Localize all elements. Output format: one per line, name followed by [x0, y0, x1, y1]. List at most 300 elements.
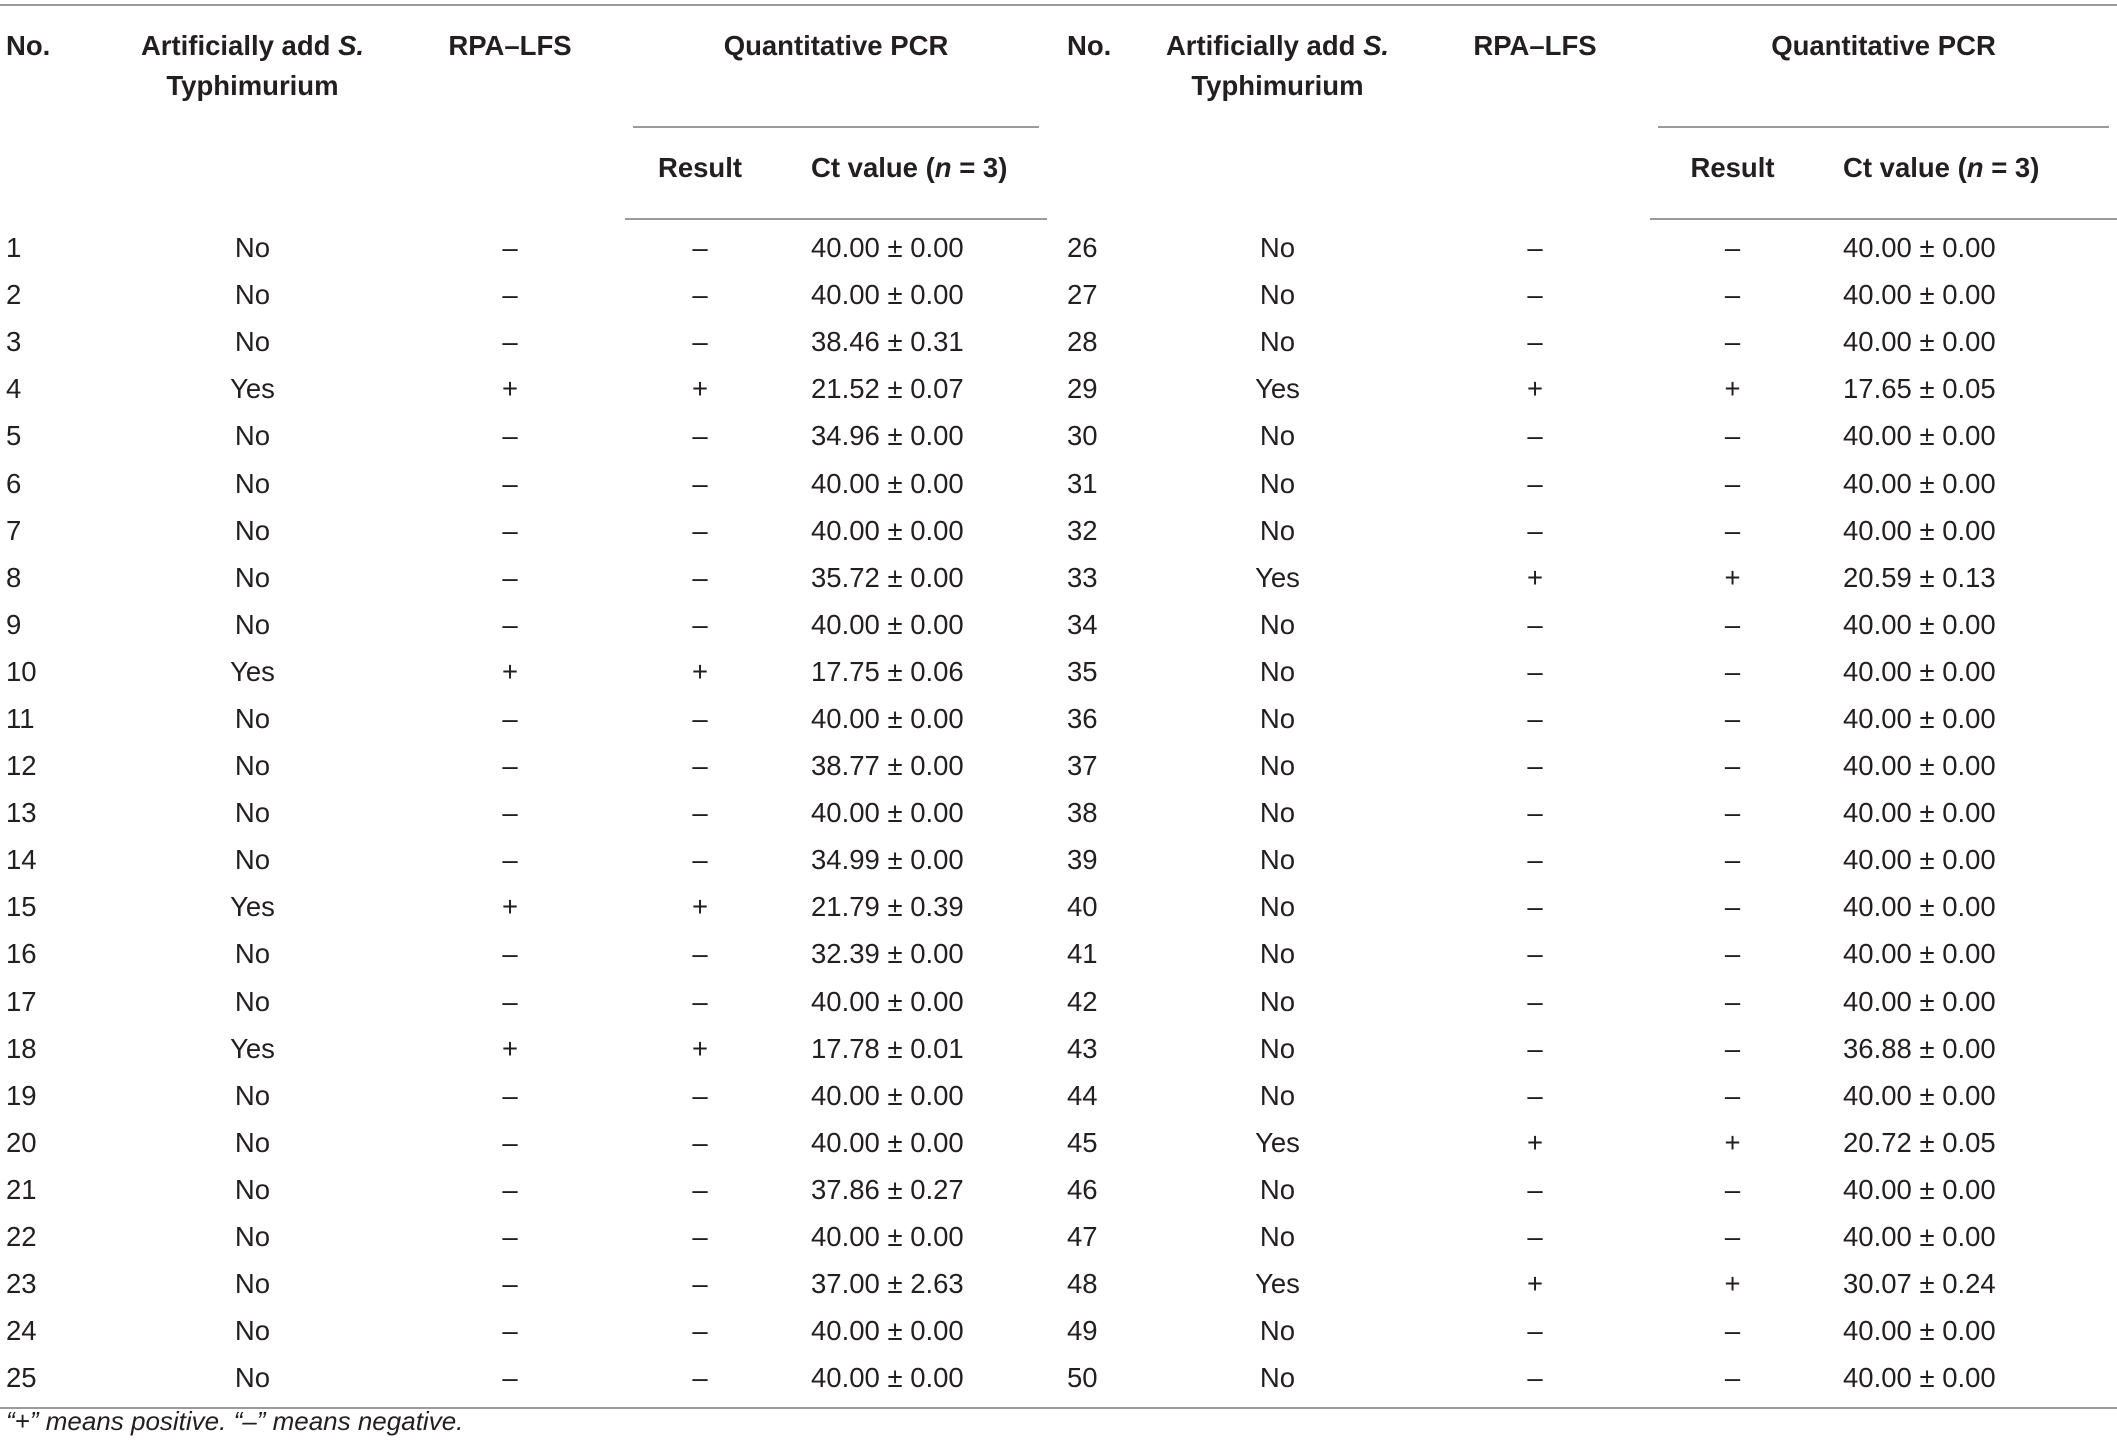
- cell-gap: [1047, 1025, 1067, 1072]
- cell-no: 6: [6, 467, 22, 499]
- cell-no: 35: [1067, 655, 1098, 687]
- cell-artificially-added: No: [1259, 1315, 1296, 1347]
- cell-ct-value: 40.00 ± 0.00: [811, 1126, 964, 1158]
- cell-ct-value: 40.00 ± 0.00: [811, 279, 964, 311]
- cell-ct-value: 40.00 ± 0.00: [1843, 844, 1996, 876]
- header-ct-value-2: Ct value (n = 3): [1815, 128, 2117, 219]
- cell-artificially-added: No: [1259, 608, 1296, 640]
- cell-no: 49: [1067, 1315, 1098, 1347]
- cell-no: 34: [1067, 608, 1098, 640]
- cell-ct-value: 32.39 ± 0.00: [811, 938, 964, 970]
- cell-no: 16: [6, 938, 37, 970]
- cell-ct-value: 40.00 ± 0.00: [811, 514, 964, 546]
- cell-qpcr-result: –: [692, 1173, 708, 1205]
- cell-qpcr-result: –: [1724, 1032, 1741, 1064]
- cell-artificially-added: No: [234, 279, 271, 311]
- cell-ct-value: 35.72 ± 0.00: [811, 561, 964, 593]
- cell-no: 48: [1067, 1268, 1098, 1300]
- cell-gap: [1047, 695, 1067, 742]
- header-quantitative-pcr: Quantitative PCR: [625, 5, 1047, 128]
- cell-artificially-added: No: [1259, 1032, 1296, 1064]
- cell-no: 46: [1067, 1173, 1098, 1205]
- cell-qpcr-result: –: [692, 232, 708, 264]
- cell-rpa-lfs: –: [1527, 231, 1543, 263]
- cell-qpcr-result: –: [1724, 326, 1741, 358]
- cell-qpcr-result: –: [692, 420, 708, 452]
- cell-qpcr-result: –: [692, 750, 708, 782]
- cell-qpcr-result: –: [692, 1315, 708, 1347]
- table-row: [0, 1072, 2117, 1119]
- table-row: [0, 883, 2117, 930]
- table-row: [0, 1354, 2117, 1408]
- cell-rpa-lfs: –: [1527, 420, 1543, 452]
- cell-artificially-added: No: [234, 1315, 271, 1347]
- cell-gap: [1047, 459, 1067, 506]
- cell-ct-value: 40.00 ± 0.00: [1843, 1221, 1996, 1253]
- table-row: [0, 648, 2117, 695]
- table-row: [0, 1260, 2117, 1307]
- cell-rpa-lfs: –: [1527, 1221, 1543, 1253]
- cell-ct-value: 40.00 ± 0.00: [1843, 608, 1996, 640]
- cell-artificially-added: No: [1135, 1354, 1420, 1408]
- cell-no: 29: [1067, 373, 1098, 405]
- cell-rpa-lfs: +: [501, 891, 519, 923]
- cell-artificially-added: No: [1259, 231, 1296, 263]
- cell-qpcr-result: –: [1724, 938, 1741, 970]
- cell-artificially-added: No: [234, 561, 271, 593]
- cell-qpcr-result: –: [1724, 750, 1741, 782]
- cell-gap: [1047, 318, 1067, 365]
- cell-qpcr-result: +: [1724, 373, 1741, 405]
- cell-no: 50: [1067, 1354, 1135, 1408]
- cell-qpcr-result: –: [1724, 702, 1741, 734]
- cell-ct-value: 40.00 ± 0.00: [1843, 326, 1996, 358]
- header-result-2: Result: [1650, 128, 1815, 219]
- cell-gap: [1047, 1260, 1067, 1307]
- cell-artificially-added: No: [234, 750, 271, 782]
- cell-qpcr-result: –: [692, 467, 708, 499]
- cell-ct-value: 38.77 ± 0.00: [811, 750, 964, 782]
- cell-artificially-added: No: [234, 844, 271, 876]
- cell-qpcr-result: –: [692, 279, 708, 311]
- table-row: [0, 1213, 2117, 1260]
- cell-gap: [1047, 554, 1067, 601]
- cell-ct-value: 40.00 ± 0.00: [1843, 750, 1996, 782]
- cell-rpa-lfs: –: [502, 702, 518, 734]
- cell-rpa-lfs: –: [1527, 1032, 1543, 1064]
- table-row: [0, 412, 2117, 459]
- cell-gap: [1047, 1354, 1067, 1408]
- cell-no: 20: [6, 1126, 37, 1158]
- cell-qpcr-result: –: [1724, 1079, 1741, 1111]
- cell-qpcr-result: –: [1724, 797, 1741, 829]
- cell-gap: [1047, 648, 1067, 695]
- cell-ct-value: 40.00 ± 0.00: [811, 702, 964, 734]
- cell-no: 43: [1067, 1032, 1098, 1064]
- table-row: [0, 271, 2117, 318]
- cell-qpcr-result: –: [1724, 1221, 1741, 1253]
- cell-qpcr-result: –: [1724, 1315, 1741, 1347]
- cell-rpa-lfs: –: [502, 844, 518, 876]
- cell-rpa-lfs: +: [501, 1032, 519, 1064]
- cell-qpcr-result: +: [1724, 1268, 1741, 1300]
- table-row: [0, 1166, 2117, 1213]
- cell-ct-value: 34.99 ± 0.00: [811, 844, 964, 876]
- cell-ct-value: 36.88 ± 0.00: [1843, 1032, 1996, 1064]
- cell-artificially-added: No: [234, 608, 271, 640]
- cell-artificially-added: No: [1259, 420, 1296, 452]
- cell-no: 40: [1067, 891, 1098, 923]
- cell-artificially-added: No: [234, 1126, 271, 1158]
- cell-no: 9: [6, 608, 22, 640]
- cell-qpcr-result: +: [1724, 561, 1741, 593]
- cell-artificially-added: No: [234, 1079, 271, 1111]
- cell-no: 41: [1067, 938, 1098, 970]
- cell-qpcr-result: –: [692, 797, 708, 829]
- cell-artificially-added: No: [1259, 1221, 1296, 1253]
- cell-ct-value: 40.00 ± 0.00: [1843, 1173, 1996, 1205]
- cell-rpa-lfs: –: [1420, 1354, 1650, 1408]
- cell-ct-value: 20.59 ± 0.13: [1843, 561, 1996, 593]
- cell-rpa-lfs: –: [1527, 279, 1543, 311]
- cell-gap: [1047, 1166, 1067, 1213]
- cell-gap: [1047, 1213, 1067, 1260]
- cell-gap: [1047, 836, 1067, 883]
- cell-artificially-added: No: [1259, 891, 1296, 923]
- cell-ct-value: 40.00 ± 0.00: [811, 1079, 964, 1111]
- cell-no: 14: [6, 844, 37, 876]
- header-no-2: No.: [1067, 5, 1135, 219]
- cell-qpcr-result: –: [1724, 608, 1741, 640]
- cell-artificially-added: No: [1259, 844, 1296, 876]
- cell-rpa-lfs: –: [502, 1221, 518, 1253]
- cell-ct-value: 40.00 ± 0.00: [775, 1354, 1047, 1408]
- cell-ct-value: 40.00 ± 0.00: [811, 1315, 964, 1347]
- cell-no: 27: [1067, 279, 1098, 311]
- cell-rpa-lfs: –: [1527, 1079, 1543, 1111]
- cell-no: 10: [6, 655, 37, 687]
- cell-ct-value: 21.79 ± 0.39: [811, 891, 964, 923]
- table-row: [0, 836, 2117, 883]
- cell-ct-value: 17.75 ± 0.06: [811, 655, 964, 687]
- cell-ct-value: 40.00 ± 0.00: [1843, 1315, 1996, 1347]
- header-rpa-lfs: RPA–LFS: [395, 5, 625, 219]
- cell-ct-value: 40.00 ± 0.00: [811, 797, 964, 829]
- cell-artificially-added: Yes: [230, 1032, 275, 1064]
- cell-artificially-added: Yes: [1255, 1126, 1300, 1158]
- cell-artificially-added: Yes: [230, 655, 275, 687]
- cell-artificially-added: Yes: [1255, 561, 1300, 593]
- cell-rpa-lfs: –: [1527, 985, 1543, 1017]
- cell-rpa-lfs: +: [501, 655, 519, 687]
- cell-ct-value: 40.00 ± 0.00: [811, 985, 964, 1017]
- cell-artificially-added: Yes: [230, 891, 275, 923]
- cell-qpcr-result: –: [692, 985, 708, 1017]
- cell-qpcr-result: –: [625, 1354, 775, 1408]
- cell-qpcr-result: –: [1724, 279, 1741, 311]
- cell-rpa-lfs: –: [502, 1126, 518, 1158]
- table-row: [0, 1307, 2117, 1354]
- table-row: [0, 789, 2117, 836]
- cell-qpcr-result: –: [692, 844, 708, 876]
- cell-rpa-lfs: –: [1527, 702, 1543, 734]
- cell-rpa-lfs: –: [1527, 938, 1543, 970]
- cell-rpa-lfs: +: [1526, 561, 1544, 593]
- cell-no: 18: [6, 1032, 37, 1064]
- cell-no: 33: [1067, 561, 1098, 593]
- cell-rpa-lfs: –: [1527, 467, 1543, 499]
- cell-qpcr-result: –: [1724, 655, 1741, 687]
- table-footnote: “+” means positive. “–” means negative.: [6, 1406, 464, 1436]
- cell-no: 2: [6, 279, 22, 311]
- cell-ct-value: 37.86 ± 0.27: [811, 1173, 964, 1205]
- header-artificially-add-2: Artificially add S. Typhimurium: [1135, 5, 1420, 219]
- cell-artificially-added: No: [1259, 750, 1296, 782]
- cell-ct-value: 40.00 ± 0.00: [811, 608, 964, 640]
- cell-rpa-lfs: –: [502, 797, 518, 829]
- table-body: [0, 219, 2117, 1408]
- cell-artificially-added: No: [1259, 326, 1296, 358]
- cell-artificially-added: No: [234, 702, 271, 734]
- table-row: [0, 365, 2117, 412]
- cell-rpa-lfs: +: [1526, 373, 1544, 405]
- cell-artificially-added: No: [1259, 467, 1296, 499]
- header-result: Result: [625, 128, 775, 219]
- cell-rpa-lfs: –: [502, 326, 518, 358]
- cell-rpa-lfs: –: [1527, 514, 1543, 546]
- cell-no: 1: [6, 231, 22, 263]
- cell-qpcr-result: –: [692, 1079, 708, 1111]
- cell-artificially-added: No: [234, 1221, 271, 1253]
- cell-artificially-added: No: [1259, 702, 1296, 734]
- cell-ct-value: 38.46 ± 0.31: [811, 326, 964, 358]
- cell-rpa-lfs: –: [1527, 750, 1543, 782]
- cell-rpa-lfs: –: [502, 608, 518, 640]
- cell-gap: [1047, 601, 1067, 648]
- cell-qpcr-result: –: [1724, 1173, 1741, 1205]
- cell-artificially-added: No: [1259, 655, 1296, 687]
- cell-no: 37: [1067, 750, 1098, 782]
- cell-ct-value: 40.00 ± 0.00: [1843, 1079, 1996, 1111]
- header-quantitative-pcr-2: Quantitative PCR: [1650, 5, 2117, 128]
- cell-rpa-lfs: +: [1526, 1268, 1544, 1300]
- cell-gap: [1047, 412, 1067, 459]
- cell-no: 15: [6, 891, 37, 923]
- cell-qpcr-result: –: [1724, 891, 1741, 923]
- header-artificially-add: Artificially add S. Typhimurium: [110, 5, 395, 219]
- cell-qpcr-result: –: [692, 561, 708, 593]
- cell-rpa-lfs: –: [502, 561, 518, 593]
- cell-qpcr-result: –: [692, 1126, 708, 1158]
- cell-gap: [1047, 1119, 1067, 1166]
- header-no: No.: [0, 5, 110, 219]
- cell-artificially-added: No: [234, 1268, 271, 1300]
- cell-rpa-lfs: –: [1527, 1315, 1543, 1347]
- header-rpa-lfs-2: RPA–LFS: [1420, 5, 1650, 219]
- cell-artificially-added: Yes: [230, 373, 275, 405]
- cell-no: 25: [0, 1354, 110, 1408]
- cell-artificially-added: No: [1259, 279, 1296, 311]
- cell-no: 47: [1067, 1221, 1098, 1253]
- cell-artificially-added: No: [1259, 797, 1296, 829]
- table-row: [0, 459, 2117, 506]
- cell-qpcr-result: –: [1724, 844, 1741, 876]
- cell-rpa-lfs: –: [502, 514, 518, 546]
- cell-ct-value: 40.00 ± 0.00: [1843, 232, 1996, 264]
- cell-gap: [1047, 930, 1067, 977]
- cell-rpa-lfs: –: [1527, 1173, 1543, 1205]
- cell-gap: [1047, 883, 1067, 930]
- cell-ct-value: 34.96 ± 0.00: [811, 420, 964, 452]
- cell-gap: [1047, 978, 1067, 1025]
- cell-artificially-added: Yes: [1255, 373, 1300, 405]
- cell-artificially-added: No: [234, 420, 271, 452]
- cell-no: 39: [1067, 844, 1098, 876]
- cell-rpa-lfs: –: [1527, 844, 1543, 876]
- cell-rpa-lfs: –: [502, 420, 518, 452]
- header-ct-value: Ct value (n = 3): [775, 128, 1047, 219]
- cell-ct-value: 40.00 ± 0.00: [1843, 655, 1996, 687]
- cell-ct-value: 40.00 ± 0.00: [1815, 1354, 2117, 1408]
- cell-no: 23: [6, 1268, 37, 1300]
- cell-ct-value: 17.65 ± 0.05: [1843, 373, 1996, 405]
- cell-qpcr-result: +: [691, 1032, 709, 1064]
- cell-ct-value: 17.78 ± 0.01: [811, 1032, 964, 1064]
- cell-no: 44: [1067, 1079, 1098, 1111]
- cell-no: 28: [1067, 326, 1098, 358]
- cell-ct-value: 40.00 ± 0.00: [1843, 985, 1996, 1017]
- table-row: [0, 219, 2117, 271]
- cell-ct-value: 40.00 ± 0.00: [1843, 702, 1996, 734]
- cell-artificially-added: No: [1259, 938, 1296, 970]
- cell-no: 45: [1067, 1126, 1098, 1158]
- table-row: [0, 978, 2117, 1025]
- cell-no: 24: [6, 1315, 37, 1347]
- cell-ct-value: 40.00 ± 0.00: [1843, 420, 1996, 452]
- cell-qpcr-result: +: [691, 373, 709, 405]
- cell-no: 4: [6, 373, 22, 405]
- cell-no: 38: [1067, 797, 1098, 829]
- cell-qpcr-result: –: [1724, 985, 1741, 1017]
- cell-qpcr-result: –: [692, 938, 708, 970]
- cell-qpcr-result: –: [692, 1268, 708, 1300]
- cell-ct-value: 40.00 ± 0.00: [1843, 514, 1996, 546]
- cell-rpa-lfs: +: [501, 373, 519, 405]
- cell-no: 21: [6, 1173, 37, 1205]
- cell-ct-value: 40.00 ± 0.00: [1843, 467, 1996, 499]
- table-row: [0, 554, 2117, 601]
- cell-ct-value: 20.72 ± 0.05: [1843, 1126, 1996, 1158]
- cell-no: 17: [6, 985, 37, 1017]
- cell-qpcr-result: –: [1724, 232, 1741, 264]
- cell-rpa-lfs: –: [502, 467, 518, 499]
- cell-no: 22: [6, 1221, 37, 1253]
- table-row: [0, 318, 2117, 365]
- table-row: [0, 1119, 2117, 1166]
- cell-artificially-added: No: [234, 1173, 271, 1205]
- cell-artificially-added: No: [1259, 1173, 1296, 1205]
- cell-ct-value: 40.00 ± 0.00: [811, 232, 964, 264]
- cell-no: 42: [1067, 985, 1098, 1017]
- cell-rpa-lfs: +: [1526, 1126, 1544, 1158]
- cell-gap: [1047, 1072, 1067, 1119]
- cell-qpcr-result: –: [1724, 420, 1741, 452]
- cell-ct-value: 40.00 ± 0.00: [1843, 797, 1996, 829]
- cell-artificially-added: No: [234, 467, 271, 499]
- cell-no: 31: [1067, 467, 1098, 499]
- table-row: [0, 507, 2117, 554]
- cell-ct-value: 30.07 ± 0.24: [1843, 1268, 1996, 1300]
- cell-ct-value: 40.00 ± 0.00: [1843, 938, 1996, 970]
- results-table: [0, 4, 2117, 1409]
- cell-ct-value: 37.00 ± 2.63: [811, 1268, 964, 1300]
- cell-qpcr-result: +: [691, 891, 709, 923]
- cell-rpa-lfs: –: [395, 1354, 625, 1408]
- cell-qpcr-result: +: [691, 655, 709, 687]
- cell-no: 5: [6, 420, 22, 452]
- cell-no: 32: [1067, 514, 1098, 546]
- cell-no: 7: [6, 514, 22, 546]
- cell-artificially-added: No: [234, 326, 271, 358]
- cell-rpa-lfs: –: [1527, 797, 1543, 829]
- cell-qpcr-result: –: [1724, 467, 1741, 499]
- cell-artificially-added: No: [110, 1354, 395, 1408]
- cell-ct-value: 40.00 ± 0.00: [811, 1221, 964, 1253]
- cell-qpcr-result: –: [1650, 1354, 1815, 1408]
- cell-no: 36: [1067, 702, 1098, 734]
- cell-artificially-added: No: [1259, 1079, 1296, 1111]
- cell-rpa-lfs: –: [502, 1173, 518, 1205]
- cell-rpa-lfs: –: [502, 231, 518, 263]
- cell-artificially-added: No: [234, 938, 271, 970]
- cell-artificially-added: No: [234, 985, 271, 1017]
- cell-gap: [1047, 219, 1067, 271]
- table-row: [0, 1025, 2117, 1072]
- cell-qpcr-result: +: [1724, 1126, 1741, 1158]
- cell-ct-value: 40.00 ± 0.00: [1843, 891, 1996, 923]
- cell-rpa-lfs: –: [1527, 326, 1543, 358]
- cell-no: 26: [1067, 231, 1098, 263]
- cell-rpa-lfs: –: [502, 938, 518, 970]
- cell-qpcr-result: –: [1724, 514, 1741, 546]
- table-row: [0, 695, 2117, 742]
- cell-artificially-added: No: [234, 231, 271, 263]
- cell-gap: [1047, 365, 1067, 412]
- cell-no: 8: [6, 561, 22, 593]
- cell-gap: [1047, 271, 1067, 318]
- table-row: [0, 601, 2117, 648]
- cell-gap: [1047, 789, 1067, 836]
- cell-rpa-lfs: –: [502, 985, 518, 1017]
- cell-ct-value: 21.52 ± 0.07: [811, 373, 964, 405]
- table-header: [0, 5, 2117, 219]
- cell-artificially-added: Yes: [1255, 1268, 1300, 1300]
- cell-rpa-lfs: –: [1527, 891, 1543, 923]
- cell-ct-value: 40.00 ± 0.00: [1843, 279, 1996, 311]
- cell-gap: [1047, 742, 1067, 789]
- cell-qpcr-result: –: [692, 514, 708, 546]
- table-row: [0, 742, 2117, 789]
- cell-no: 13: [6, 797, 37, 829]
- cell-qpcr-result: –: [692, 608, 708, 640]
- cell-gap: [1047, 507, 1067, 554]
- table-row: [0, 930, 2117, 977]
- cell-qpcr-result: –: [692, 326, 708, 358]
- cell-qpcr-result: –: [692, 702, 708, 734]
- cell-artificially-added: No: [1259, 985, 1296, 1017]
- cell-rpa-lfs: –: [502, 1079, 518, 1111]
- cell-rpa-lfs: –: [502, 279, 518, 311]
